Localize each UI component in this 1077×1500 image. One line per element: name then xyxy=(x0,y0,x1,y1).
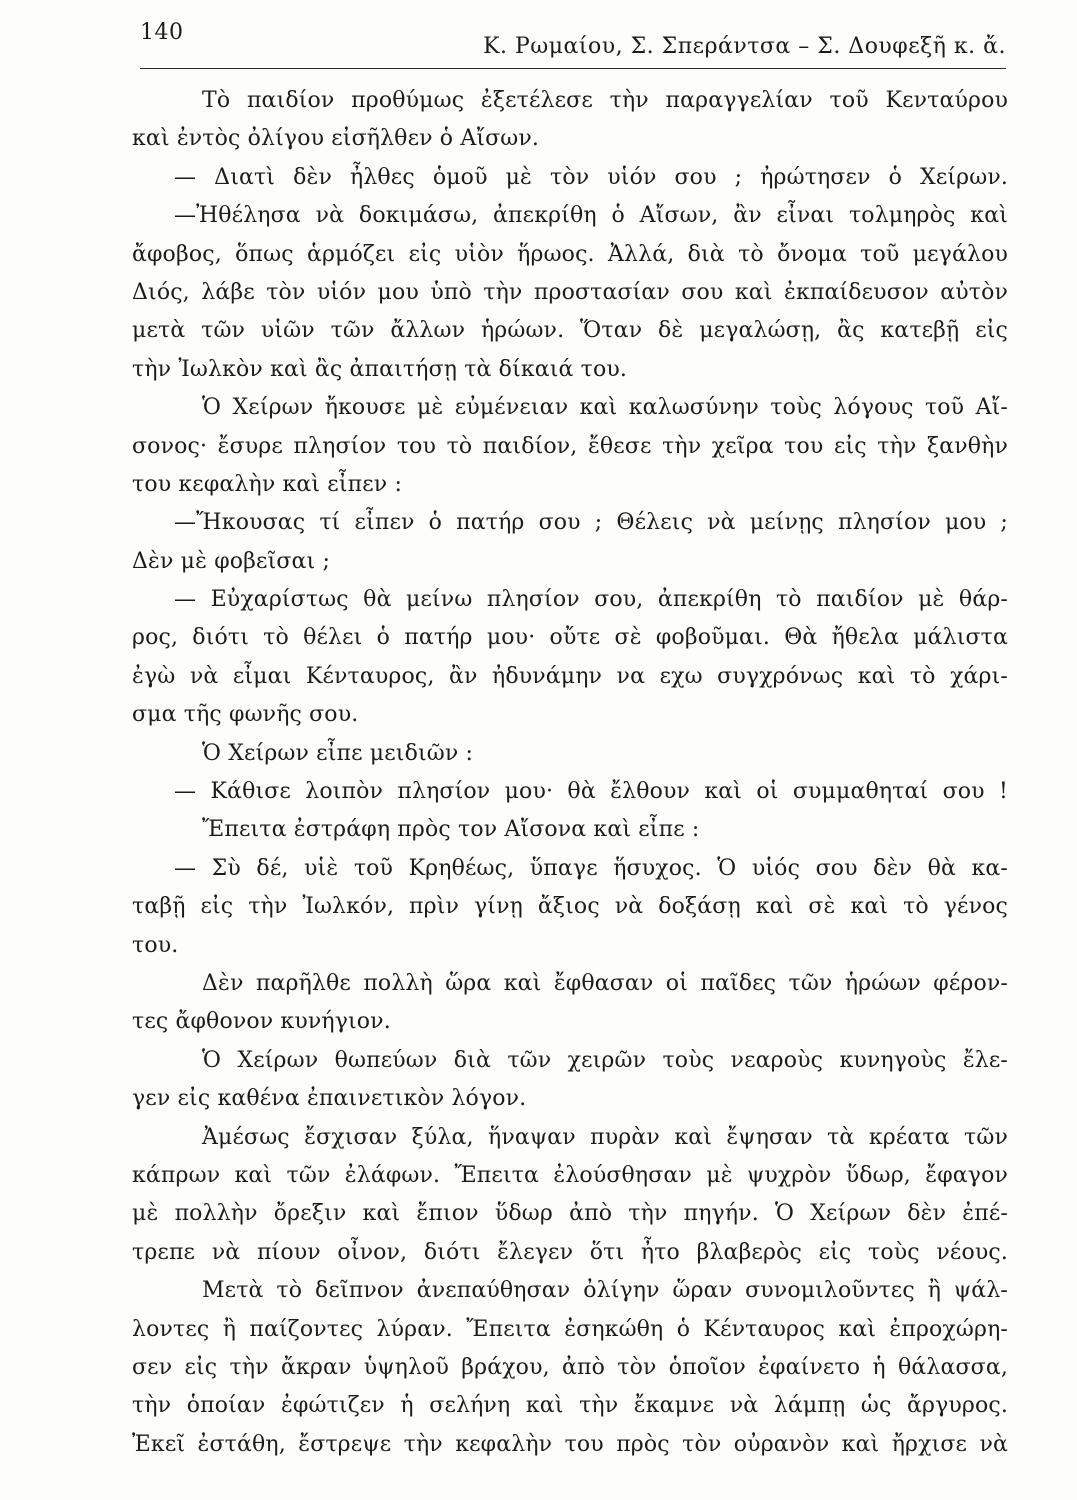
text-line: Ὁ Χείρων ἤκουσε μὲ εὐμένειαν καὶ καλωσύνην τοὺς λόγους τοῦ Αἴ- xyxy=(202,395,1008,421)
text-line: του κεφαλὴν καὶ εἶπεν : xyxy=(132,471,403,497)
text-line: — Σὺ δέ, υἱὲ τοῦ Κρηθέως, ὕπαγε ἥσυχος. Ὁ υἱός σου δὲν θὰ κα- xyxy=(174,855,1008,881)
header-rule xyxy=(140,68,1006,69)
text-line: —Ἠθέλησα νὰ δοκιμάσω, ἀπεκρίθη ὁ Αἴσων, ἂν εἶναι τολμηρὸς καὶ xyxy=(174,203,1008,229)
text-line: Ἐκεῖ ἐστάθη, ἔστρεψε τὴν κεφαλὴν του πρὸς τὸν οὐρανὸν καὶ ἤρχισε νὰ xyxy=(132,1431,1008,1457)
text-line: τὴν ὁποίαν ἐφώτιζεν ἡ σελήνη καὶ τὴν ἔκαμνε νὰ λάμπῃ ὡς ἄργυρος. xyxy=(132,1393,1008,1419)
text-line: τες ἄφθονον κυνήγιον. xyxy=(132,1009,391,1035)
text-line: Ὁ Χείρων θωπεύων διὰ τῶν χειρῶν τοὺς νεαροὺς κυνηγοὺς ἔλε- xyxy=(202,1047,1008,1073)
text-line: μὲ πολλὴν ὄρεξιν καὶ ἔπιον ὕδωρ ἀπὸ τὴν πηγήν. Ὁ Χείρων δὲν ἐπέ- xyxy=(132,1201,1008,1227)
text-line: σμα τῆς φωνῆς σου. xyxy=(132,702,359,728)
text-line: τρεπε νὰ πίουν οἶνον, διότι ἔλεγεν ὅτι ἦτο βλαβερὸς εἰς τοὺς νέους. xyxy=(132,1239,1008,1265)
text-line: Δὲν παρῆλθε πολλὴ ὥρα καὶ ἔφθασαν οἱ παῖδες τῶν ἡρώων φέρον- xyxy=(202,970,1008,996)
text-line: Ἀμέσως ἔσχισαν ξύλα, ἥναψαν πυρὰν καὶ ἔψησαν τὰ κρέατα τῶν xyxy=(202,1124,1008,1150)
body-text xyxy=(132,82,1008,1464)
text-line: Δὲν μὲ φοβεῖσαι ; xyxy=(132,548,331,574)
text-line: Ἔπειτα ἐστράφη πρὸς τον Αἴσονα καὶ εἶπε : xyxy=(202,817,700,843)
text-line: σονος· ἔσυρε πλησίον του τὸ παιδίον, ἔθεσε τὴν χεῖρα του εἰς τὴν ξανθὴν xyxy=(132,433,1008,459)
text-line: του. xyxy=(132,932,179,958)
running-head: Κ. Ρωμαίου, Σ. Σπεράντσα – Σ. Δουφεξῆ κ. ἄ. xyxy=(483,34,1006,59)
text-line: κάπρων καὶ τῶν ἐλάφων. Ἔπειτα ἐλούσθησαν μὲ ψυχρὸν ὕδωρ, ἔφαγον xyxy=(132,1162,1008,1188)
text-line: — Εὐχαρίστως θὰ μείνω πλησίον σου, ἀπεκρίθη τὸ παιδίον μὲ θάρ- xyxy=(174,587,1008,613)
page-header xyxy=(140,20,1008,60)
text-line: Τὸ παιδίον προθύμως ἐξετέλεσε τὴν παραγγελίαν τοῦ Κενταύρου xyxy=(202,88,1008,113)
text-line: λοντες ἢ παίζοντες λύραν. Ἔπειτα ἐσηκώθη ὁ Κένταυρος καὶ ἐπροχώρη- xyxy=(132,1316,1008,1342)
text-line: καὶ ἐντὸς ὀλίγου εἰσῆλθεν ὁ Αἴσων. xyxy=(132,126,540,152)
text-line: ἄφοβος, ὅπως ἁρμόζει εἰς υἱὸν ἥρωος. Ἀλλά, διὰ τὸ ὄνομα τοῦ μεγάλου xyxy=(132,241,1008,267)
page-number: 140 xyxy=(140,20,184,45)
text-line: σεν εἰς τὴν ἄκραν ὑψηλοῦ βράχου, ἀπὸ τὸν ὁποῖον ἐφαίνετο ἡ θάλασσα, xyxy=(132,1354,1008,1380)
text-line: γεν εἰς καθένα ἐπαινετικὸν λόγον. xyxy=(132,1086,527,1112)
text-line: τὴν Ἰωλκὸν καὶ ἂς ἀπαιτήσῃ τὰ δίκαιά του. xyxy=(132,356,628,382)
text-line: ρος, διότι τὸ θέλει ὁ πατήρ μου· οὔτε σὲ φοβοῦμαι. Θὰ ἤθελα μάλιστα xyxy=(132,625,1008,651)
text-line: Διός, λάβε τὸν υἱόν μου ὑπὸ τὴν προστασίαν σου καὶ ἐκπαίδευσον αὐτὸν xyxy=(132,279,1008,305)
text-line: — Κάθισε λοιπὸν πλησίον μου· θὰ ἔλθουν καὶ οἱ συμμαθηταί σου ! xyxy=(174,779,1008,805)
text-line: ταβῇ εἰς τὴν Ἰωλκόν, πρὶν γίνῃ ἄξιος νὰ δοξάσῃ καὶ σὲ καὶ τὸ γένος xyxy=(132,894,1008,920)
text-line: μετὰ τῶν υἱῶν τῶν ἄλλων ἡρώων. Ὅταν δὲ μεγαλώσῃ, ἂς κατεβῇ εἰς xyxy=(132,318,1008,344)
text-line: Μετὰ τὸ δεῖπνον ἀνεπαύθησαν ὀλίγην ὥραν συνομιλοῦντες ἢ ψάλ- xyxy=(202,1278,1008,1304)
text-line: Ὁ Χείρων εἶπε μειδιῶν : xyxy=(202,740,474,766)
text-line: — Διατὶ δὲν ἦλθες ὁμοῦ μὲ τὸν υἱόν σου ; ἠρώτησεν ὁ Χείρων. xyxy=(174,164,1008,190)
text-line: —Ἤκουσας τί εἶπεν ὁ πατήρ σου ; Θέλεις νὰ μείνῃς πλησίον μου ; xyxy=(174,510,1008,536)
text-line: ἐγὼ νὰ εἶμαι Κένταυρος, ἂν ἠδυνάμην να εχω συγχρόνως καὶ τὸ χάρι- xyxy=(132,663,1008,689)
